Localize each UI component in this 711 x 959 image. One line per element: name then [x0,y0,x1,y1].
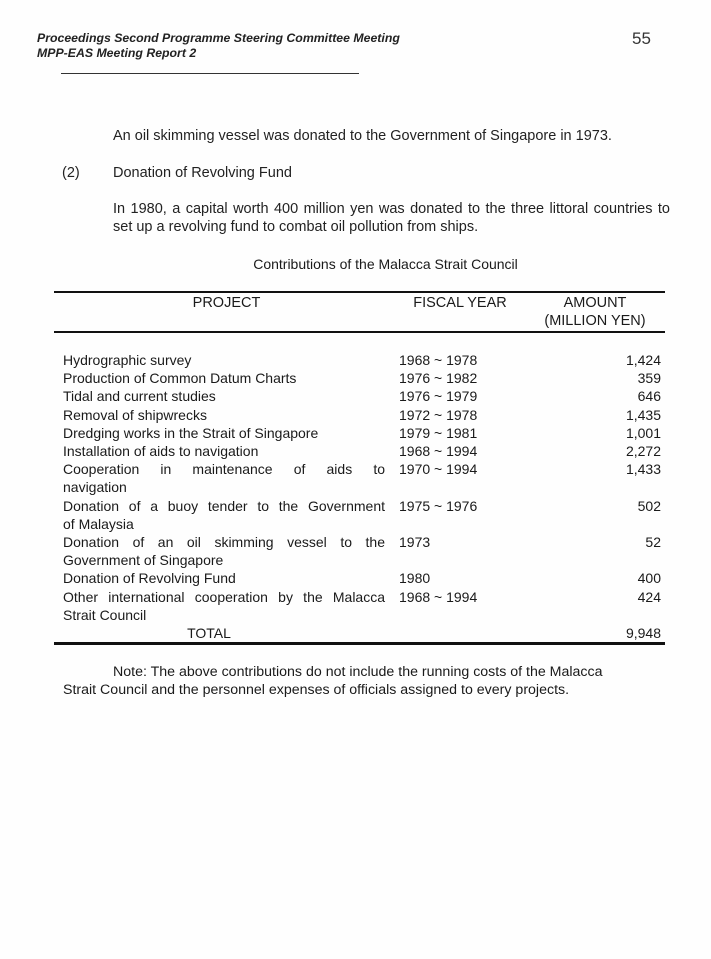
cell-amount: 1,424 [625,352,661,368]
section-number: (2) [62,165,80,181]
cell-fiscal-year: 1976 ~ 1979 [399,388,478,405]
table-row [63,387,661,405]
cell-fiscal-year: 1968 ~ 1994 [399,443,478,460]
table-bottom-rule [54,642,665,645]
total-fiscal-year-empty [385,624,515,642]
column-header-project: PROJECT [192,295,261,311]
cell-amount: 1,001 [625,424,661,441]
cell-amount: 502 [637,497,661,514]
section-heading: Donation of Revolving Fund [113,165,292,181]
cell-project [63,497,385,533]
column-header-amount [530,294,660,330]
table-row [63,569,661,587]
cell-fiscal-year: 1976 ~ 1982 [399,370,478,387]
cell-project [63,588,385,624]
cell-fiscal-year: 1972 ~ 1978 [399,406,478,423]
cell-amount: 400 [637,570,661,587]
cell-project: Hydrographic survey [63,352,192,368]
total-label: TOTAL [187,625,231,642]
table-row [63,497,661,533]
cell-project [63,533,385,569]
page-number: 55 [632,29,651,48]
cell-fiscal-year: 1973 [399,534,431,551]
cell-project-line1: Other international cooperation by the Malacca [63,588,385,605]
table-row [63,369,661,387]
cell-fiscal-year: 1975 ~ 1976 [399,497,478,514]
table-header-rule [54,331,665,333]
cell-project-line1: Cooperation in maintenance of aids to [63,461,385,478]
cell-fiscal-year: 1980 [399,570,431,587]
column-header-amount-line1: AMOUNT [563,295,627,311]
header-divider [61,73,359,74]
paragraph-revolving-fund: In 1980, a capital worth 400 million yen was donated to the three littoral countries to set up a revolving fund to combat oil pollution from ships. [113,201,670,235]
cell-project: Tidal and current studies [63,388,216,405]
table-row [63,533,661,569]
cell-project-line1: Donation of an oil skimming vessel to the [63,534,385,551]
cell-project-line2: Government of Singapore [63,552,224,569]
cell-project: Dredging works in the Strait of Singapore [63,424,319,441]
table-row [63,588,661,624]
cell-project: Removal of shipwrecks [63,406,207,423]
cell-amount: 359 [637,370,661,387]
cell-fiscal-year: 1968 ~ 1994 [399,588,478,605]
cell-project-line2: navigation [63,479,127,496]
cell-fiscal-year: 1968 ~ 1978 [399,352,478,368]
table-row [63,442,661,460]
running-header-subtitle: MPP-EAS Meeting Report 2 [37,46,197,60]
table-caption: Contributions of the Malacca Strait Council [253,256,518,272]
table-row [63,424,661,442]
cell-amount: 424 [637,588,661,605]
cell-project: Donation of Revolving Fund [63,570,236,587]
cell-project-line2: of Malaysia [63,515,134,532]
table-row [63,351,661,369]
table-total-row [63,624,661,642]
cell-amount: 2,272 [625,443,661,460]
cell-fiscal-year: 1979 ~ 1981 [399,424,478,441]
cell-project [63,460,385,496]
paragraph-oil-skimming: An oil skimming vessel was donated to the Government of Singapore in 1973. [113,128,612,144]
cell-fiscal-year: 1970 ~ 1994 [399,461,478,478]
cell-project-line2: Strait Council [63,606,147,623]
cell-project-line1: Donation of a buoy tender to the Government [63,497,385,514]
column-header-amount-line2: (MILLION YEN) [544,313,646,329]
cell-project: Installation of aids to navigation [63,443,259,460]
table-row [63,406,661,424]
total-amount: 9,948 [625,625,661,642]
table-row [63,460,661,496]
note-line1: Note: The above contributions do not include the running costs of the Malacca [113,664,603,680]
table-body [63,351,661,642]
running-header-title: Proceedings Second Programme Steering Committee Meeting [37,31,400,45]
table-top-rule [54,291,665,293]
cell-amount: 646 [637,388,661,405]
cell-project: Production of Common Datum Charts [63,370,297,387]
column-header-fiscal-year: FISCAL YEAR [413,295,507,311]
table-note [63,663,661,699]
cell-amount: 1,435 [625,406,661,423]
note-line2: Strait Council and the personnel expenses of officials assigned to every projects. [63,682,570,698]
cell-amount: 52 [645,534,661,551]
cell-amount: 1,433 [625,461,661,478]
